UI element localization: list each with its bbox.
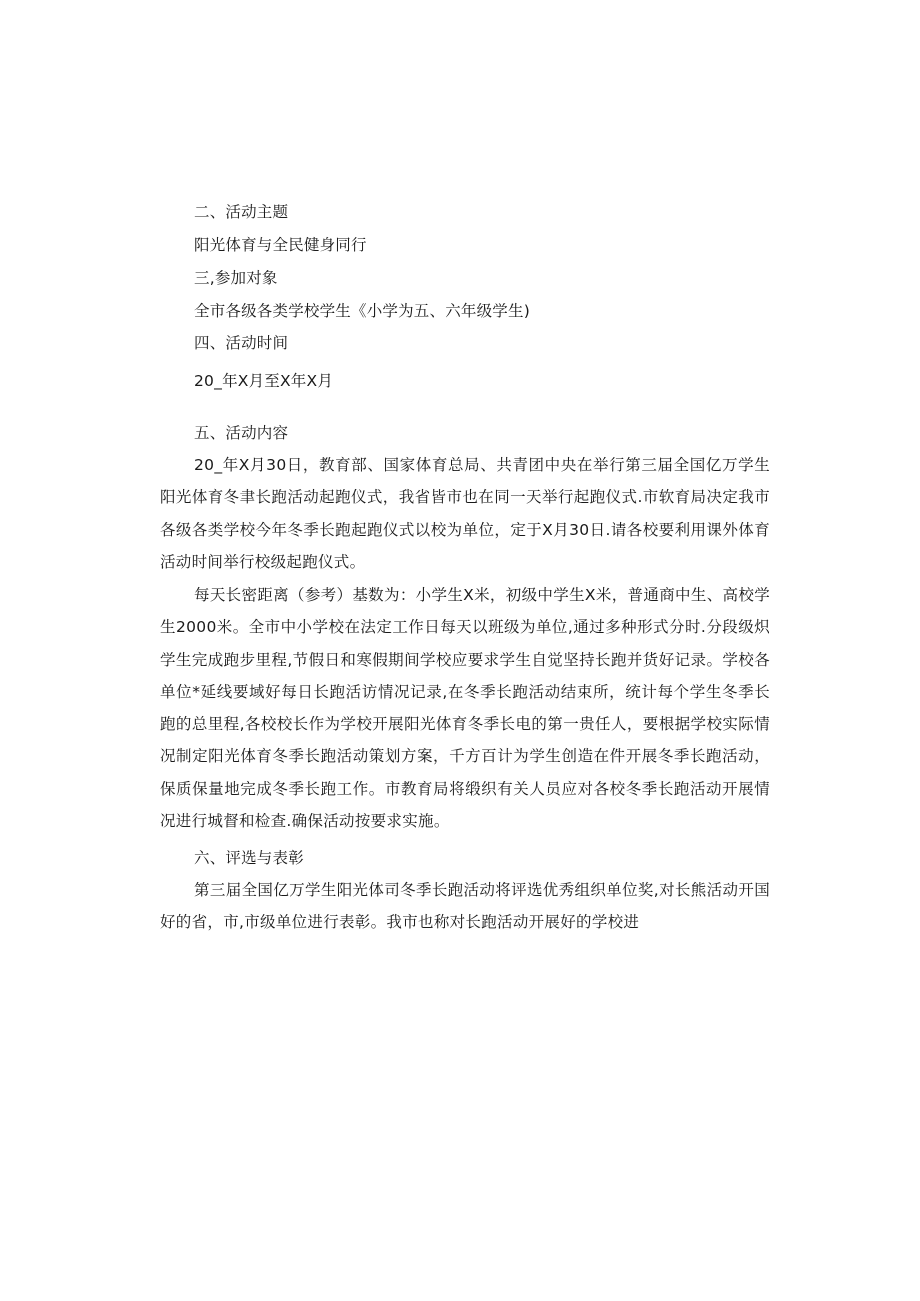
- heading-participants: 三,参加对象: [194, 269, 278, 287]
- content-paragraph-1: 20_年X月30日，教育部、国家体育总局、共青团中央在举行第三届全国亿万学生阳光体育冬聿长跑活动起跑仪式，我省皆市也在同一天举行起跑仪式.市软育局决定我市各级各类学校今年冬季长跑起跑仪式以校为单位，定于X月30日.请各校要利用课外体育活动时间举行校级起跑仪式。: [160, 456, 770, 571]
- heading-awards: 六、评选与表彰: [194, 849, 304, 867]
- heading-theme: 二、活动主题: [194, 203, 289, 221]
- time-text: 20_年X月至X年X月: [194, 372, 334, 390]
- theme-text: 阳光体育与全民健身同行: [194, 236, 367, 254]
- awards-paragraph: 第三届全国亿万学生阳光体司冬季长跑活动将评选优秀组织单位奖,对长熊活动开国好的省，市,市级单位进行表彰。我市也称对长跑活动开展好的学校进: [160, 881, 770, 932]
- participants-text: 全市各级各类学校学生《小学为五、六年级学生): [194, 302, 530, 320]
- heading-time: 四、活动时间: [194, 334, 289, 352]
- heading-content: 五、活动内容: [194, 424, 289, 442]
- content-paragraph-2: 每天长密距离（参考）基数为：小学生X米，初级中学生X米，普通商中生、高校学生2000米。全市中小学校在法定工作日每天以班级为单位,通过多种形式分时.分段级炽学生完成跑步里程,节假日和寒假期间学校应要求学生自觉坚持长跑并货好记录。学校各单位*延线要域好每日长跑活访情况记录,在冬季长跑活动结束所，统计每个学生冬季长跑的总里程,各校校长作为学校开展阳光体育冬季长电的第一贵任人，要根据学校实际情况制定阳光体育冬季长跑活动策划方案，千方百计为学生创造在件开展冬季长跑活动，保质保量地完成冬季长跑工作。市教育局将缎织有关人员应对各校冬季长跑活动开展情况进行城督和检查.确保活动按要求实施。: [160, 586, 770, 831]
